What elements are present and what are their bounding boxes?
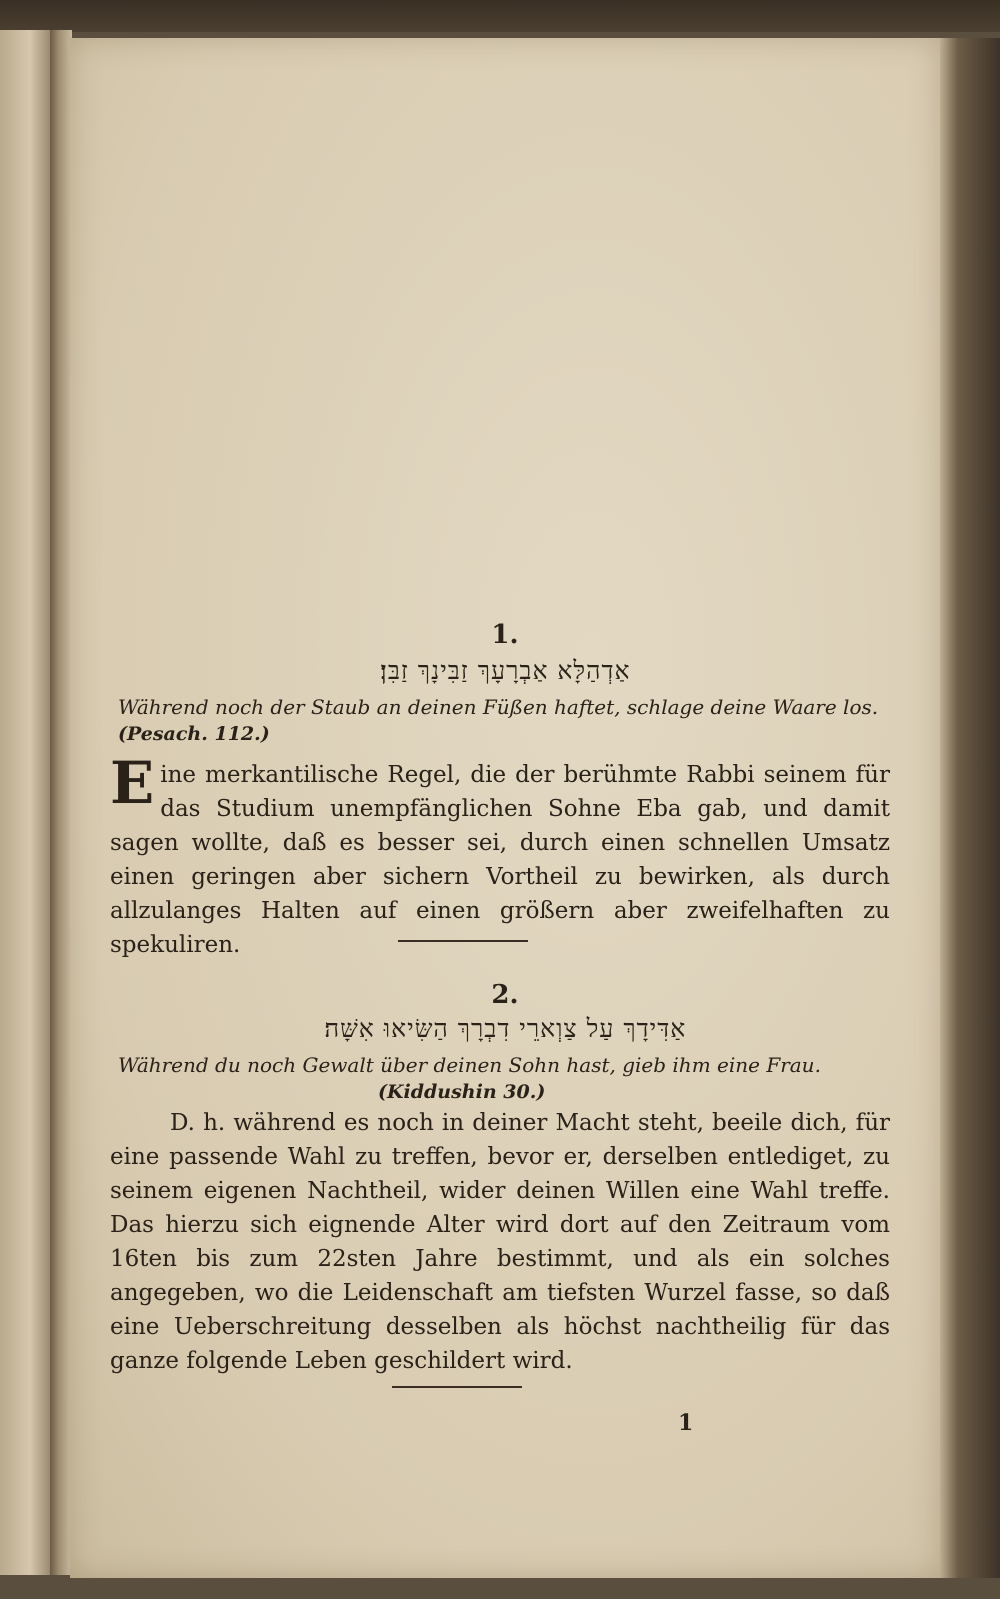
section-1-citation: (Pesach. 112.) <box>118 723 270 745</box>
book-right-edge <box>940 38 1000 1578</box>
section-divider <box>398 940 528 942</box>
section-1-body <box>110 749 890 962</box>
section-2-translation <box>118 1052 888 1105</box>
section-1-translation-text: Während noch der Staub an deinen Füßen haftet, schlage deine Waare los. <box>118 695 879 719</box>
section-1-body-text: ine merkantilische Regel, die der berühmte Rabbi seinem für das Studium unempfänglichen Sohne Eba gab, und damit sagen wollte, daß es besser sei, durch einen schnellen Umsatz einen geringen aber sichern Vortheil zu bewirken, als durch allzulanges Halten auf einen größern aber zweifelhaften zu spekuliren. <box>110 762 890 958</box>
section-1-dropcap: E <box>110 749 155 817</box>
section-2-number: 2. <box>491 980 519 1010</box>
footer-divider <box>392 1386 522 1388</box>
page-folio: 1 <box>678 1410 694 1436</box>
section-2-translation-text: Während du noch Gewalt über deinen Sohn hast, gieb ihm eine Frau. <box>118 1053 821 1077</box>
book-page <box>70 38 940 1578</box>
book-top-edge <box>0 0 1000 32</box>
left-page-edge <box>0 30 53 1575</box>
section-2-hebrew: אַדִּידָךְ עַל צַוְארֵי דִבְרָךְ הַשִּׂיאוּ אִשָּׁה׃ <box>323 1014 687 1043</box>
book-gutter <box>50 30 72 1575</box>
section-1-hebrew: אַדְהַלָּא אַבְרָעָךְ זַבִּינָךְ זַבִּן׃ <box>379 656 631 685</box>
section-1-translation <box>118 694 888 747</box>
section-1-number: 1. <box>491 620 519 650</box>
section-2-citation: (Kiddushin 30.) <box>378 1081 546 1103</box>
section-2-body: D. h. während es noch in deiner Macht steht, beeile dich, für eine passende Wahl zu treffen, bevor er, derselben entlediget, zu seinem eigenen Nachtheil, wider deinen Willen eine Wahl treffe. Das hierzu sich eignende Alter wird dort auf den Zeitraum vom 16ten bis zum 22sten Jahre bestimmt, und als ein solches angegeben, wo die Leidenschaft am tiefsten Wurzel fasse, so daß eine Ueberschreitung desselben als höchst nachtheilig für das ganze folgende Leben geschildert wird. <box>110 1110 890 1374</box>
